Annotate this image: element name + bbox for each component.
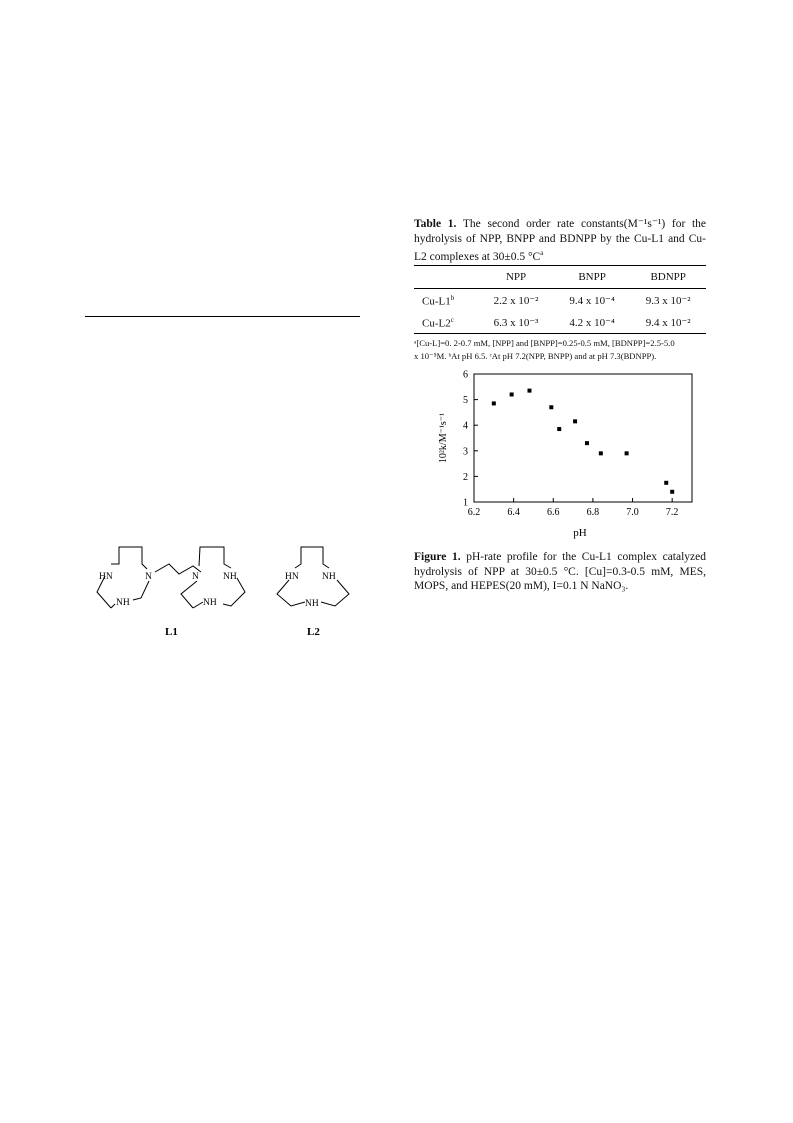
data-point [492, 401, 496, 405]
table-cell: 9.4 x 10⁻² [645, 316, 691, 329]
row-note: c [450, 315, 454, 324]
data-point [585, 441, 589, 445]
rate-constants-table [414, 265, 706, 334]
table-cell: 9.3 x 10⁻² [645, 294, 691, 307]
y-tick-label: 4 [463, 420, 468, 432]
l1-left-ring-top [111, 547, 147, 569]
data-point [549, 405, 553, 409]
atom-label: NH [223, 572, 237, 582]
table-header-cell: NPP [505, 271, 527, 284]
table-row [414, 289, 706, 312]
data-point [573, 419, 577, 423]
table-cell: 9.4 x 10⁻⁴ [569, 294, 615, 307]
figure-caption-label: Figure 1. [414, 551, 461, 563]
table-caption-note: a [540, 249, 544, 257]
l2-ring-right [321, 580, 349, 606]
atom-label: N [145, 572, 152, 582]
y-tick-label: 6 [463, 369, 468, 381]
ligand-label-l2: L2 [307, 626, 320, 638]
table-footnote-line: ᵃ[Cu-L]=0. 2-0.7 mM, [NPP] and [BNPP]=0.25-0.5 mM, [BDNPP]=2.5-5.0 [414, 338, 675, 349]
data-point [599, 451, 603, 455]
l1-right-ring-right [223, 578, 245, 606]
y-tick-label: 5 [463, 395, 468, 407]
data-point [664, 481, 668, 485]
x-axis-label: pH [573, 527, 587, 539]
ligand-label-l1: L1 [165, 626, 178, 638]
atom-label: NH [116, 598, 130, 608]
ligand-structures [85, 540, 365, 645]
figure-caption-text: pH-rate profile for the Cu-L1 complex catalyzed hydrolysis of NPP at 30±0.5 °C. [Cu]=0.3-0.5 mM, MES, MOPS, and HEPES(20 mM), I=0.1 N NaNO₃. [414, 551, 707, 592]
l1-right-ring-bottom [193, 602, 203, 608]
l1-left-ring-right [133, 581, 149, 600]
table-caption [414, 217, 706, 264]
x-tick-label: 6.2 [467, 507, 481, 518]
table-footnote [414, 337, 706, 363]
l1-left-ring-bottom [111, 604, 115, 608]
table-cell: 4.2 x 10⁻⁴ [569, 316, 615, 329]
l2-ring-top [295, 547, 329, 568]
x-tick-label: 7.2 [665, 507, 679, 518]
table-header-cell [414, 266, 478, 289]
table-header-cell: BDNPP [650, 271, 686, 284]
l1-right-ring-left [181, 581, 197, 608]
data-point [510, 392, 514, 396]
data-point [625, 451, 629, 455]
x-tick-label: 6.8 [586, 507, 600, 518]
table-cell: 2.2 x 10⁻² [493, 294, 539, 307]
left-column-rule [85, 316, 360, 317]
table-caption-label: Table 1. [414, 218, 457, 230]
x-tick-label: 7.0 [626, 507, 639, 518]
data-point [670, 490, 674, 494]
x-tick-label: 6.6 [547, 507, 560, 518]
row-note: b [450, 293, 455, 302]
table-header-cell: BNPP [578, 271, 606, 284]
y-tick-label: 2 [463, 471, 468, 483]
y-tick-label: 1 [463, 497, 468, 509]
table-row [414, 311, 706, 334]
l1-right-ring-top [199, 547, 231, 568]
atom-label: N [192, 572, 199, 582]
table-1 [414, 217, 706, 363]
table-row-label: Cu-L1$^b$ [422, 293, 455, 308]
table-row-label: Cu-L2$^c$ [422, 315, 454, 330]
table-cell: 6.3 x 10⁻³ [493, 316, 539, 329]
ph-rate-chart [432, 366, 694, 540]
table-caption-text: The second order rate constants(M⁻¹s⁻¹) for the hydrolysis of NPP, BNPP and BDNPP by the Cu-L1 and Cu-L2 complexes at 30±0.5 °C [414, 218, 707, 263]
atom-label: NH [203, 598, 217, 608]
plot-frame [474, 374, 692, 502]
atom-label: NH [322, 572, 336, 582]
figure-caption [414, 550, 706, 594]
data-point [527, 389, 531, 393]
atom-label: HN [285, 572, 299, 582]
atom-label: HN [99, 572, 113, 582]
x-tick-label: 6.4 [507, 507, 520, 518]
data-point [557, 427, 561, 431]
y-tick-label: 3 [463, 446, 468, 458]
table-header-row [414, 266, 706, 289]
table-footnote-line: x 10⁻⁵M. ᵇAt pH 6.5. ᶜAt pH 7.2(NPP, BNPP) and at pH 7.3(BDNPP). [414, 351, 657, 362]
y-axis-label: 10²k/M⁻¹s⁻¹ [438, 412, 449, 464]
atom-label: NH [305, 599, 319, 609]
l2-ring-left [277, 580, 305, 606]
